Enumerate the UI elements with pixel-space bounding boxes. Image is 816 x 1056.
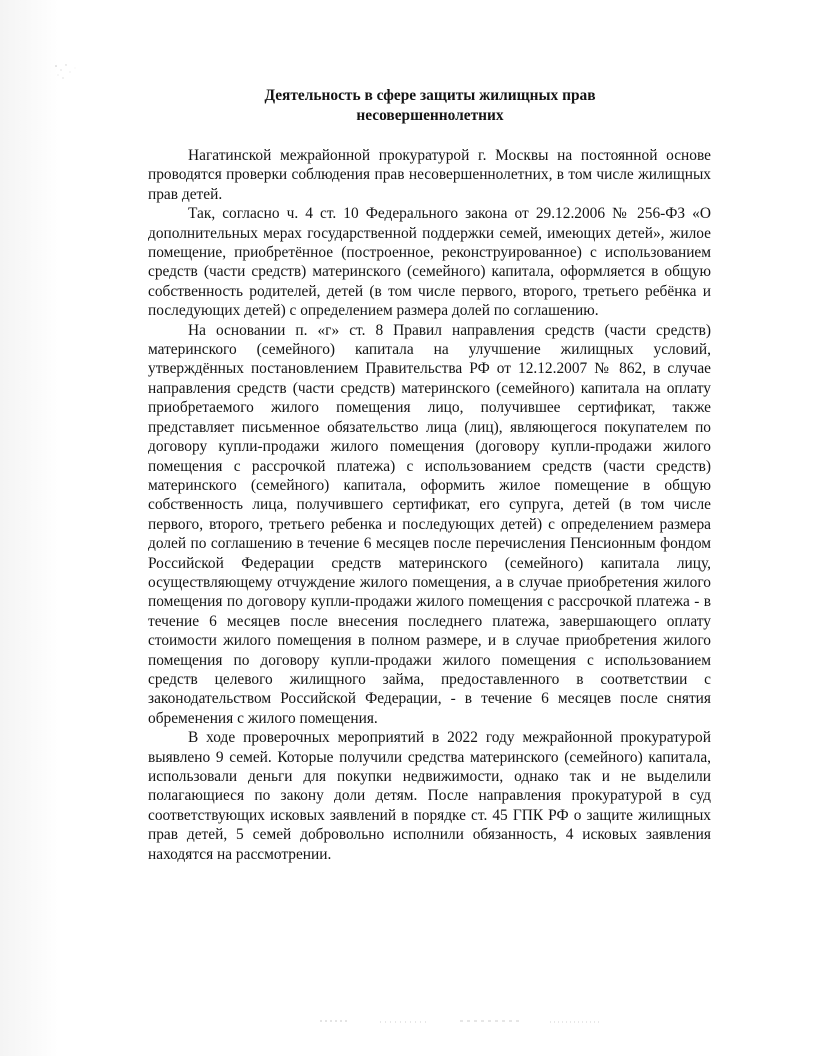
paragraph-1: Нагатинской межрайонной прокуратурой г. Москвы на постоянной основе проводятся проверки соблюдения прав несовершеннолетних, в том числе жилищных прав детей. bbox=[148, 147, 711, 203]
title-line-1: Деятельность в сфере защиты жилищных прав bbox=[264, 87, 596, 104]
title-line-2: несовершеннолетних bbox=[356, 106, 504, 124]
paragraph-2: Так, согласно ч. 4 ст. 10 Федерального закона от 29.12.2006 № 256-ФЗ «О дополнительных мерах государственной поддержки семей, имеющих детей», жилое помещение, приобретённое (построенное, реконструированное) с использованием средств (части средств) материнского (семейного) капитала, оформляется в общую собственность родителей, детей (в том числе первого, второго, третьего ребёнка и последующих детей) с определением размера долей по соглашению. bbox=[148, 205, 711, 320]
scan-noise-mark bbox=[52, 56, 92, 84]
document-body bbox=[148, 146, 711, 864]
paragraph-4: В ходе проверочных мероприятий в 2022 году межрайонной прокуратурой выявлено 9 семей. Которые получили средства материнского (семейного) капитала, использовали деньги для покупки недвижимости, однако так и не выделили полагающиеся по закону доли детям. После направления прокуратурой в суд соответствующих исковых заявлений в порядке ст. 45 ГПК РФ о защите жилищных прав детей, 5 семей добровольно исполнили обязанность, 4 исковых заявления находятся на рассмотрении. bbox=[148, 729, 711, 863]
paragraph-3: На основании п. «г» ст. 8 Правил направления средств (части средств) материнского (семейного) капитала на улучшение жилищных условий, утверждённых постановлением Правительства РФ от 12.12.2007 № 862, в случае направления средств (части средств) материнского (семейного) капитала на оплату приобретаемого жилого помещения лицо, получившее сертификат, также представляет письменное обязательство лица (лиц), являющегося покупателем по договору купли-продажи жилого помещения (договору купли-продажи жилого помещения с рассрочкой платежа) с использованием средств (части средств) материнского (семейного) капитала, оформить жилое помещение в общую собственность лица, получившего сертификат, его супруга, детей (в том числе первого, второго, третьего ребенка и последующих детей) с определением размера долей по соглашению в течение 6 месяцев после перечисления Пенсионным фондом Российской Федерации средств материнского (семейного) капитала лицу, осуществляющему отчуждение жилого помещения, а в случае приобретения жилого помещения по договору купли-продажи жилого помещения с рассрочкой платежа - в течение 6 месяцев после внесения последнего платежа, завершающего оплату стоимости жилого помещения в полном размере, и в случае приобретения жилого помещения по договору купли-продажи жилого помещения с использованием средств целевого жилищного займа, предоставленного в соответствии с законодательством Российской Федерации, - в течение 6 месяцев после снятия обременения с жилого помещения. bbox=[148, 321, 711, 727]
scan-shadow bbox=[0, 0, 58, 1056]
document-title bbox=[150, 86, 710, 125]
scan-footer-noise bbox=[310, 1016, 610, 1026]
